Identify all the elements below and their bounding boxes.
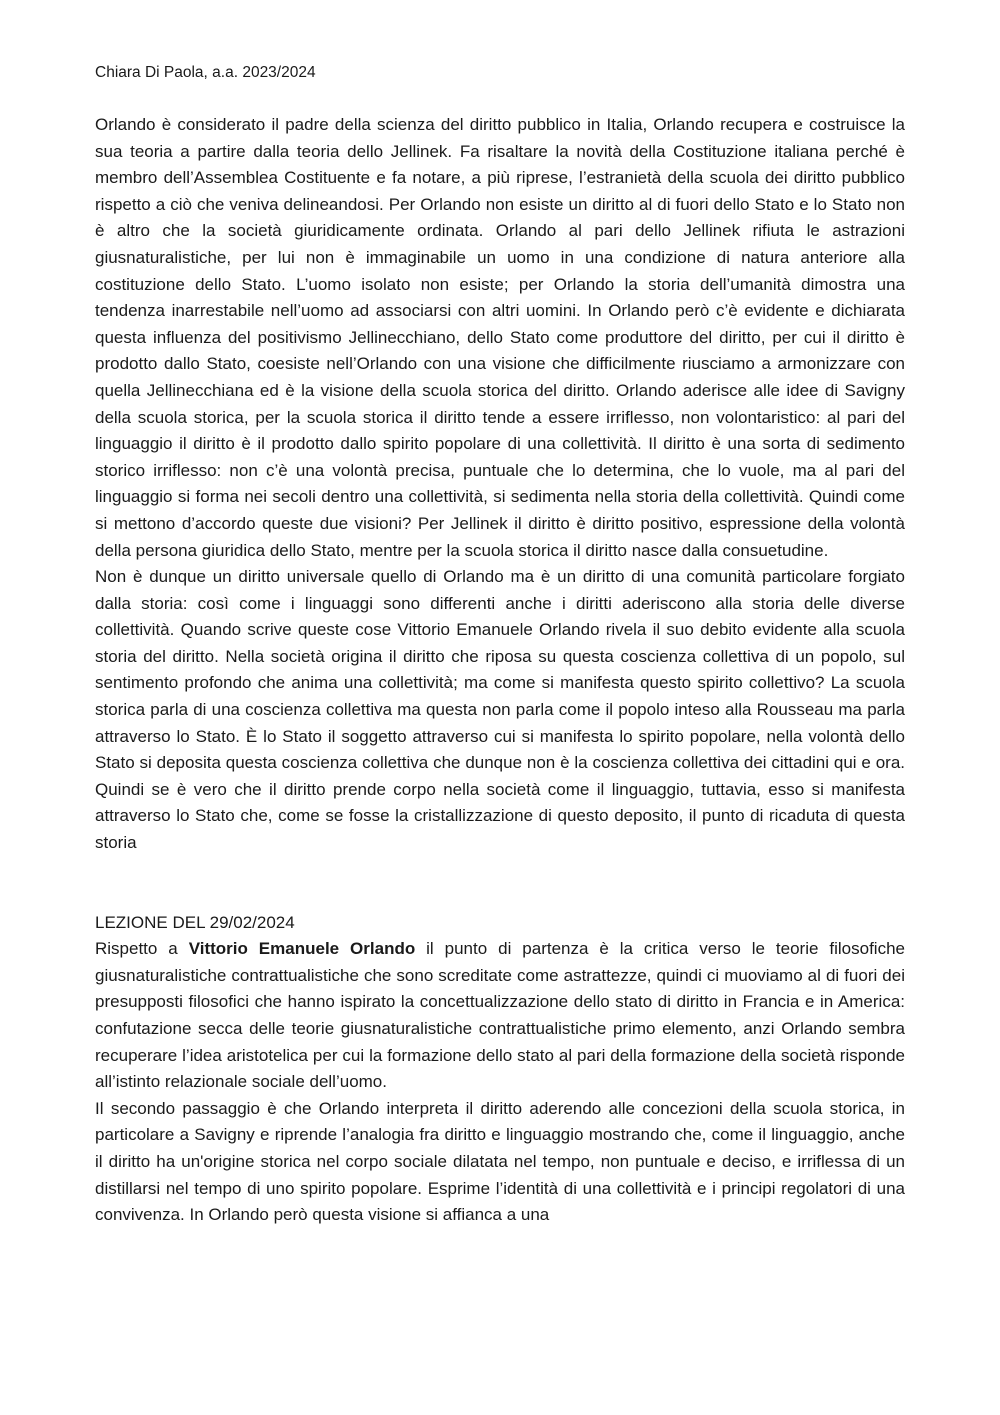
lesson-paragraph-1 (95, 936, 905, 1096)
lesson-intro-bold-name: Vittorio Emanuele Orlando (188, 939, 416, 959)
body-paragraph-1: Orlando è considerato il padre della scienza del diritto pubblico in Italia, Orlando recupera e costruisce la sua teoria a partire dalla teoria dello Jellinek. Fa risaltare la novità della Costituzione italiana perché è membro dell’Assemblea Costituente e fa notare, a più riprese, l’estranietà della scuola dei diritto pubblico rispetto a ciò che veniva delineandosi. Per Orlando non esiste un diritto al di fuori dello Stato e lo Stato non è altro che la società giuridicamente ordinata. Orlando al pari dello Jellinek rifiuta le astrazioni giusnaturalistiche, per lui non è immaginabile un uomo in una condizione di natura anteriore alla costituzione dello Stato. L’uomo isolato non esiste; per Orlando la storia dell’umanità dimostra una tendenza inarrestabile nell’uomo ad associarsi con altri uomini. In Orlando però c’è evidente e dichiarata questa influenza del positivismo Jellinecchiano, dello Stato come produttore del diritto, per cui il diritto è prodotto dallo Stato, coesiste nell’Orlando con una visione che difficilmente riusciamo a armonizzare con quella Jellinecchiana ed è la visione della scuola storica del diritto. Orlando aderisce alle idee di Savigny della scuola storica, per la scuola storica il diritto tende a essere irriflesso, non volontaristico: al pari del linguaggio il diritto è il prodotto dallo spirito popolare di una collettività. Il diritto è una sorta di sedimento storico irriflesso: non c’è una volontà precisa, puntuale che lo determina, che lo vuole, ma al pari del linguaggio si forma nei secoli dentro una collettività, si sedimenta nella storia della collettività. Quindi come si mettono d’accordo queste due visioni? Per Jellinek il diritto è diritto positivo, espressione della volontà della persona giuridica dello Stato, mentre per la scuola storica il diritto nasce dalla consuetudine. (95, 115, 905, 560)
lesson-section (95, 910, 905, 1229)
document-header: Chiara Di Paola, a.a. 2023/2024 (95, 64, 316, 81)
document-page (95, 60, 905, 1229)
lesson-title: LEZIONE DEL 29/02/2024 (95, 912, 295, 932)
lesson-intro-continuation: il punto di partenza è la critica verso le teorie filosofiche giusnaturalistiche contrattualistiche che sono screditate come astrattezze, quindi ci muoviamo al di fuori dei presupposti filosofici che hanno ispirato la concettualizzazione dello stato di diritto in Francia e in America: confutazione secca delle teorie giusnaturalistiche contrattualistiche primo elemento, anzi Orlando sembra recuperare l’idea aristotelica per cui la formazione dello stato al pari della formazione della società risponde all’istinto relazionale sociale dell’uomo. (95, 939, 905, 1092)
body-paragraph-2: Non è dunque un diritto universale quello di Orlando ma è un diritto di una comunità particolare forgiato dalla storia: così come i linguaggi sono differenti anche i diritti aderiscono alla storia delle diverse collettività. Quando scrive queste cose Vittorio Emanuele Orlando rivela il suo debito evidente alla scuola storia del diritto. Nella società origina il diritto che riposa su questa coscienza collettiva di un popolo, sul sentimento profondo che anima una collettività; ma come si manifesta questo spirito collettivo? La scuola storica parla di una coscienza collettiva ma questa non parla come il popolo inteso alla Rousseau ma parla attraverso lo Stato. È lo Stato il soggetto attraverso cui si manifesta lo spirito popolare, nella volontà dello Stato si deposita questa coscienza collettiva che dunque non è la coscienza collettiva dei cittadini qui e ora. Quindi se è vero che il diritto prende corpo nella società come il linguaggio, tuttavia, esso si manifesta attraverso lo Stato che, come se fosse la cristallizzazione di questo deposito, il punto di ricaduta di questa storia (95, 567, 905, 853)
lesson-intro-text: Rispetto a (95, 939, 189, 959)
lesson-paragraph-2: Il secondo passaggio è che Orlando interpreta il diritto aderendo alle concezioni della scuola storica, in particolare a Savigny e riprende l’analogia fra diritto e linguaggio mostrando che, come il linguaggio, anche il diritto ha un'origine storica nel corpo sociale dilatata nel tempo, non puntuale e deciso, e irriflessa di un distillarsi nel tempo di uno spirito popolare. Esprime l’identità di una collettività e i principi regolatori di una convivenza. In Orlando però questa visione si affianca a una (95, 1098, 905, 1225)
